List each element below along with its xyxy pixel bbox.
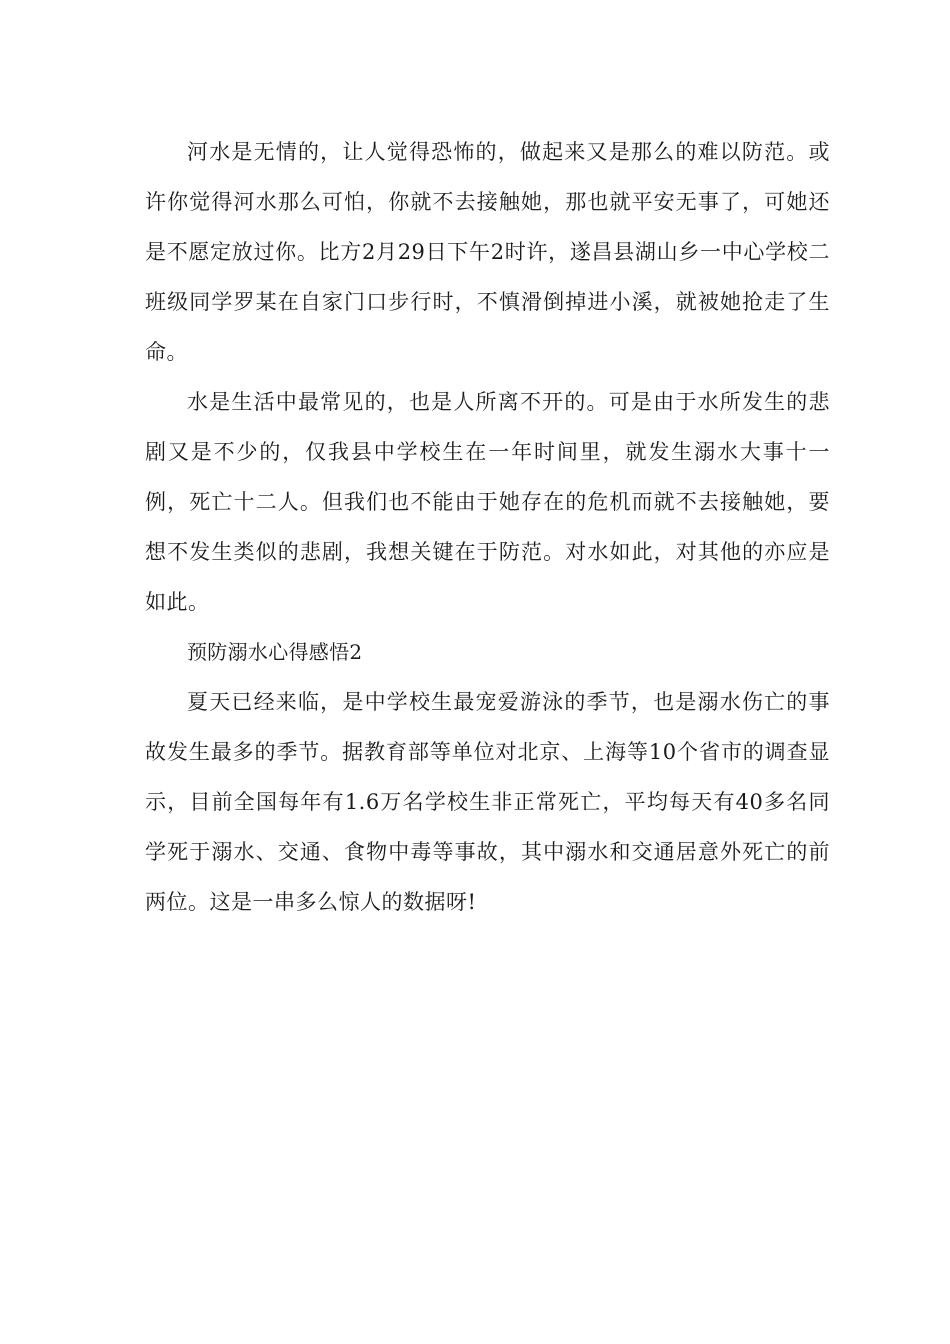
paragraph-water-tragedy: 水是生活中最常见的，也是人所离不开的。可是由于水所发生的悲剧又是不少的，仅我县中学校生在一年时间里，就发生溺水大事十一例，死亡十二人。但我们也不能由于她存在的危机而就不去接触她，要想不发生类似的悲剧，我想关键在于防范。对水如此，对其他的亦应是如此。 <box>145 390 830 614</box>
paragraph-summer-statistics: 夏天已经来临，是中学校生最宠爱游泳的季节，也是溺水伤亡的事故发生最多的季节。据教育部等单位对北京、上海等10个省市的调查显示，目前全国每年有1.6万名学校生非正常死亡，平均每天有40多名同学死于溺水、交通、食物中毒等事故，其中溺水和交通居意外死亡的前两位。这是一串多么惊人的数据呀! <box>145 690 830 914</box>
section-title: 预防溺水心得感悟2 <box>187 640 363 664</box>
paragraph-river-danger: 河水是无情的，让人觉得恐怖的，做起来又是那么的难以防范。或许你觉得河水那么可怕，你就不去接触她，那也就平安无事了，可她还是不愿定放过你。比方2月29日下午2时许，遂昌县湖山乡一中心学校二班级同学罗某在自家门口步行时，不慎滑倒掉进小溪，就被她抢走了生命。 <box>145 140 830 364</box>
document-body <box>145 127 830 927</box>
